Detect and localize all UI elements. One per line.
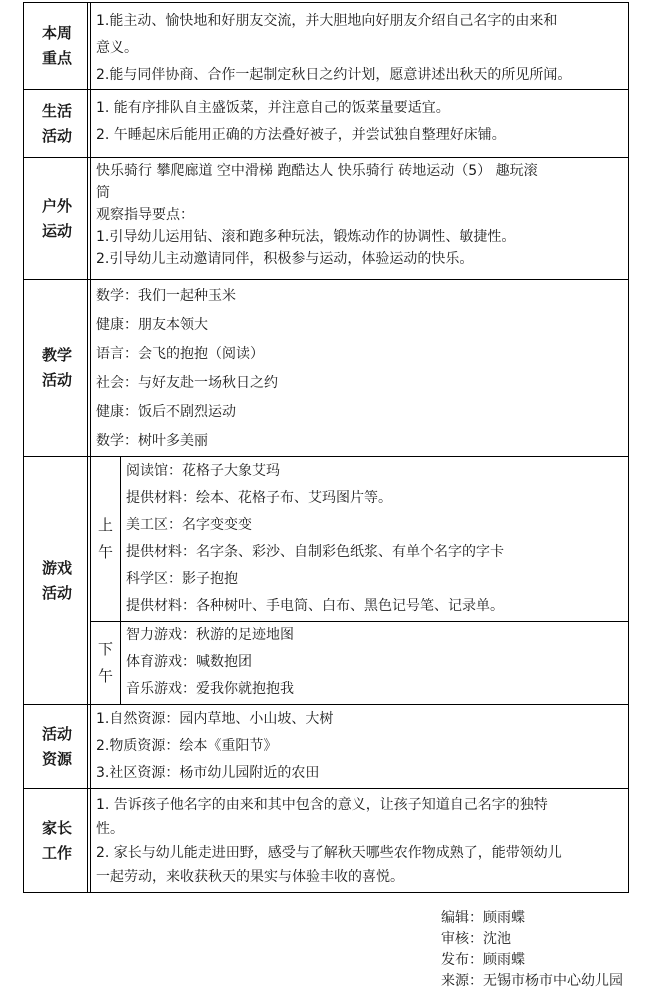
header-line: 教学 (41, 346, 72, 364)
header-outdoor-sports (24, 158, 91, 280)
text-line: 体育游戏：喊数抱团 (126, 654, 252, 670)
text-line: 观察指导要点： (96, 207, 194, 223)
credit-editor: 编辑：顾雨蝶 (441, 910, 525, 926)
header-parents (24, 789, 91, 893)
credit-publisher: 发布：顾雨蝶 (441, 952, 525, 968)
text-line: 阅读馆：花格子大象艾玛 (126, 463, 280, 479)
text-line: 1.自然资源：园内草地、小山坡、大树 (96, 711, 334, 727)
weekly-plan-table (23, 2, 629, 893)
row-resources (24, 705, 629, 789)
credits-block (441, 908, 623, 992)
header-games (24, 457, 91, 705)
text-line: 2. 午睡起床后能用正确的方法叠好被子，并尝试独自整理好床铺。 (96, 127, 506, 143)
row-teaching (24, 280, 629, 457)
text-line: 筒 (96, 185, 110, 201)
row-weekly-focus (24, 3, 629, 90)
label-morning (91, 457, 121, 622)
text-line: 2.物质资源：绘本《重阳节》 (96, 738, 278, 754)
content-outdoor-sports (91, 158, 629, 280)
text-line: 1.引导幼儿运用钻、滚和跑多种玩法，锻炼动作的协调性、敏捷性。 (96, 229, 516, 245)
row-games-morning (24, 457, 629, 622)
header-line: 生活 (41, 101, 72, 120)
text-line: 一起劳动，来收获秋天的果实与体验丰收的喜悦。 (96, 869, 404, 885)
header-line: 资源 (41, 749, 72, 768)
header-line: 活动 (41, 583, 72, 602)
header-line: 本周 (41, 24, 72, 42)
label-line: 上 (97, 516, 113, 534)
header-resources (24, 705, 91, 789)
text-line: 美工区：名字变变变 (126, 517, 252, 533)
text-line: 社会：与好友赴一场秋日之约 (96, 375, 278, 391)
label-line: 午 (97, 543, 113, 561)
text-line: 2. 家长与幼儿能走进田野，感受与了解秋天哪些农作物成熟了，能带领幼儿 (96, 845, 562, 861)
row-daily-life (24, 90, 629, 158)
text-line: 2.能与同伴协商、合作一起制定秋日之约计划，愿意讲述出秋天的所见所闻。 (96, 67, 572, 83)
credit-source: 来源：无锡市杨市中心幼儿园 (441, 973, 623, 989)
text-line: 1. 告诉孩子他名字的由来和其中包含的意义，让孩子知道自己名字的独特 (96, 797, 548, 813)
text-line: 健康：朋友本领大 (96, 317, 208, 333)
text-line: 性。 (96, 821, 124, 837)
text-line: 提供材料：各种树叶、手电筒、白布、黑色记号笔、记录单。 (126, 598, 504, 614)
content-games-afternoon (121, 622, 629, 705)
row-parents (24, 789, 629, 893)
header-line: 重点 (41, 49, 72, 67)
text-line: 1. 能有序排队自主盛饭菜，并注意自己的饭菜量要适宜。 (96, 100, 450, 116)
text-line: 音乐游戏：爱我你就抱抱我 (126, 681, 294, 697)
content-resources (91, 705, 629, 789)
text-line: 科学区：影子抱抱 (126, 571, 238, 587)
header-line: 工作 (41, 843, 72, 862)
content-daily-life (91, 90, 629, 158)
content-teaching (91, 280, 629, 457)
text-line: 提供材料：名字条、彩沙、自制彩色纸浆、有单个名字的字卡 (126, 544, 504, 560)
row-outdoor-sports (24, 158, 629, 280)
row-games-afternoon (24, 622, 629, 705)
content-games-morning (121, 457, 629, 622)
header-weekly-focus (24, 3, 91, 90)
label-line: 午 (97, 667, 113, 685)
text-line: 数学：树叶多美丽 (96, 433, 208, 449)
header-line: 活动 (41, 371, 72, 389)
text-line: 快乐骑行 攀爬廊道 空中滑梯 跑酷达人 快乐骑行 砖地运动（5） 趣玩滚 (96, 163, 538, 179)
header-daily-life (24, 90, 91, 158)
header-line: 活动 (41, 126, 72, 145)
header-line: 运动 (41, 221, 72, 240)
content-parents (91, 789, 629, 893)
text-line: 3.社区资源：杨市幼儿园附近的农田 (96, 765, 320, 781)
credit-reviewer: 审核：沈池 (441, 931, 511, 947)
label-afternoon (91, 622, 121, 705)
text-line: 意义。 (96, 40, 138, 56)
header-teaching (24, 280, 91, 457)
content-weekly-focus (91, 3, 629, 90)
header-line: 活动 (41, 724, 72, 743)
header-line: 游戏 (41, 558, 72, 577)
label-line: 下 (97, 640, 113, 658)
header-line: 户外 (41, 196, 72, 215)
text-line: 1.能主动、愉快地和好朋友交流，并大胆地向好朋友介绍自己名字的由来和 (96, 13, 558, 29)
text-line: 语言：会飞的抱抱（阅读） (96, 346, 264, 362)
text-line: 健康：饭后不剧烈运动 (96, 404, 236, 420)
text-line: 数学：我们一起种玉米 (96, 288, 236, 304)
text-line: 2.引导幼儿主动邀请同伴，积极参与运动，体验运动的快乐。 (96, 251, 474, 267)
text-line: 提供材料：绘本、花格子布、艾玛图片等。 (126, 490, 392, 506)
header-line: 家长 (41, 818, 72, 837)
text-line: 智力游戏：秋游的足迹地图 (126, 627, 294, 643)
